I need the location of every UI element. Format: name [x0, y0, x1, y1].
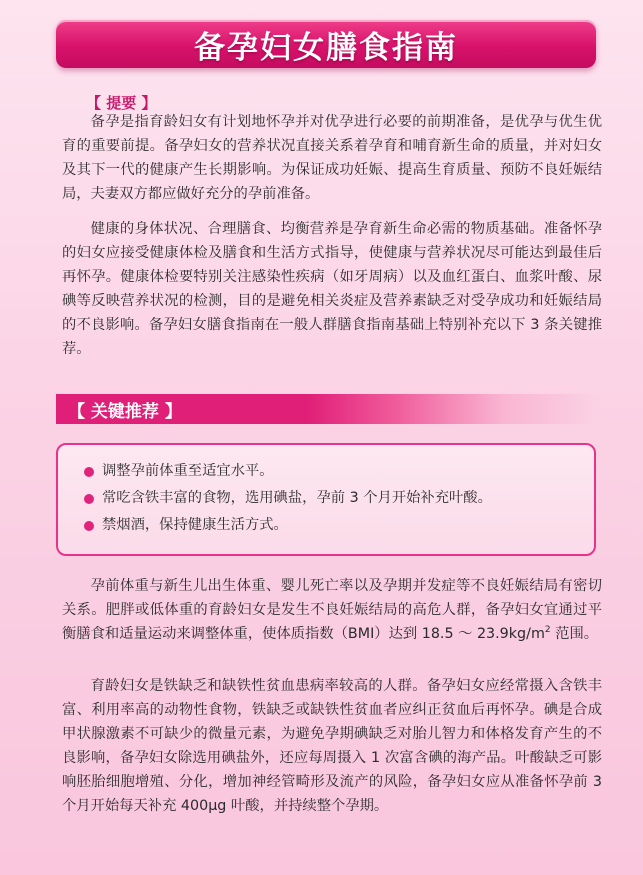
key-recommendations-box — [56, 443, 596, 556]
recommendation-text: 常吃含铁丰富的食物，选用碘盐，孕前 3 个月开始补充叶酸。 — [102, 490, 492, 506]
recommendation-item — [84, 512, 594, 539]
body-paragraph-weight-text: 孕前体重与新生儿出生体重、婴儿死亡率以及孕期并发症等不良妊娠结局有密切关系。肥胖或低体重的育龄妇女是发生不良妊娠结局的高危人群，备孕妇女宜通过平衡膳食和适量运动来调整体重，使体质指数（BMI）达到 18.5 ～ 23.9kg/m — [62, 578, 602, 642]
bullet-dot-icon — [84, 467, 94, 477]
key-recommendations-header — [56, 394, 601, 424]
recommendation-text: 调整孕前体重至适宜水平。 — [102, 463, 274, 479]
page-title: 备孕妇女膳食指南 — [194, 29, 458, 66]
summary-label: 【 提要 】 — [86, 94, 157, 112]
summary-paragraph-2: 健康的身体状况、合理膳食、均衡营养是孕育新生命必需的物质基础。准备怀孕的妇女应接受健康体检及膳食和生活方式指导，使健康与营养状况尽可能达到最佳后再怀孕。健康体检要特别关注感染性疾病（如牙周病）以及血红蛋白、血浆叶酸、尿碘等反映营养状况的检测，目的是避免相关炎症及营养素缺乏对受孕成功和妊娠结局的不良影响。备孕妇女膳食指南在一般人群膳食指南基础上特别补充以下 3 条关键推荐。 — [62, 221, 602, 357]
bullet-dot-icon — [84, 521, 94, 531]
body-paragraph-weight-end: 范围。 — [550, 625, 599, 642]
unit-superscript: 2 — [544, 625, 551, 636]
recommendation-item — [84, 458, 594, 485]
key-recommendations-title: 【 关键推荐 】 — [68, 401, 182, 422]
bullet-dot-icon — [84, 494, 94, 504]
recommendation-text: 禁烟酒，保持健康生活方式。 — [102, 517, 288, 533]
summary-paragraph-1: 备孕是指育龄妇女有计划地怀孕并对优孕进行必要的前期准备，是优孕与优生优育的重要前提。备孕妇女的营养状况直接关系着孕育和哺育新生命的质量，并对妇女及其下一代的健康产生长期影响。为保证成功妊娠、提高生育质量、预防不良妊娠结局，夫妻双方都应做好充分的孕前准备。 — [62, 114, 602, 202]
title-banner — [56, 20, 596, 68]
body-paragraph-iron-iodine-folate: 育龄妇女是铁缺乏和缺铁性贫血患病率较高的人群。备孕妇女应经常摄入含铁丰富、利用率高的动物性食物，铁缺乏或缺铁性贫血者应纠正贫血后再怀孕。碘是合成甲状腺激素不可缺少的微量元素，为避免孕期碘缺乏对胎儿智力和体格发育产生的不良影响，备孕妇女除选用碘盐外，还应每周摄入 1 次富含碘的海产品。叶酸缺乏可影响胚胎细胞增殖、分化，增加神经管畸形及流产的风险，备孕妇女应从准备怀孕前 3 个月开始每天补充 400μg 叶酸，并持续整个孕期。 — [62, 678, 602, 814]
recommendation-item — [84, 485, 594, 512]
body-paragraph-weight — [62, 575, 602, 647]
recommendation-list — [58, 445, 594, 539]
